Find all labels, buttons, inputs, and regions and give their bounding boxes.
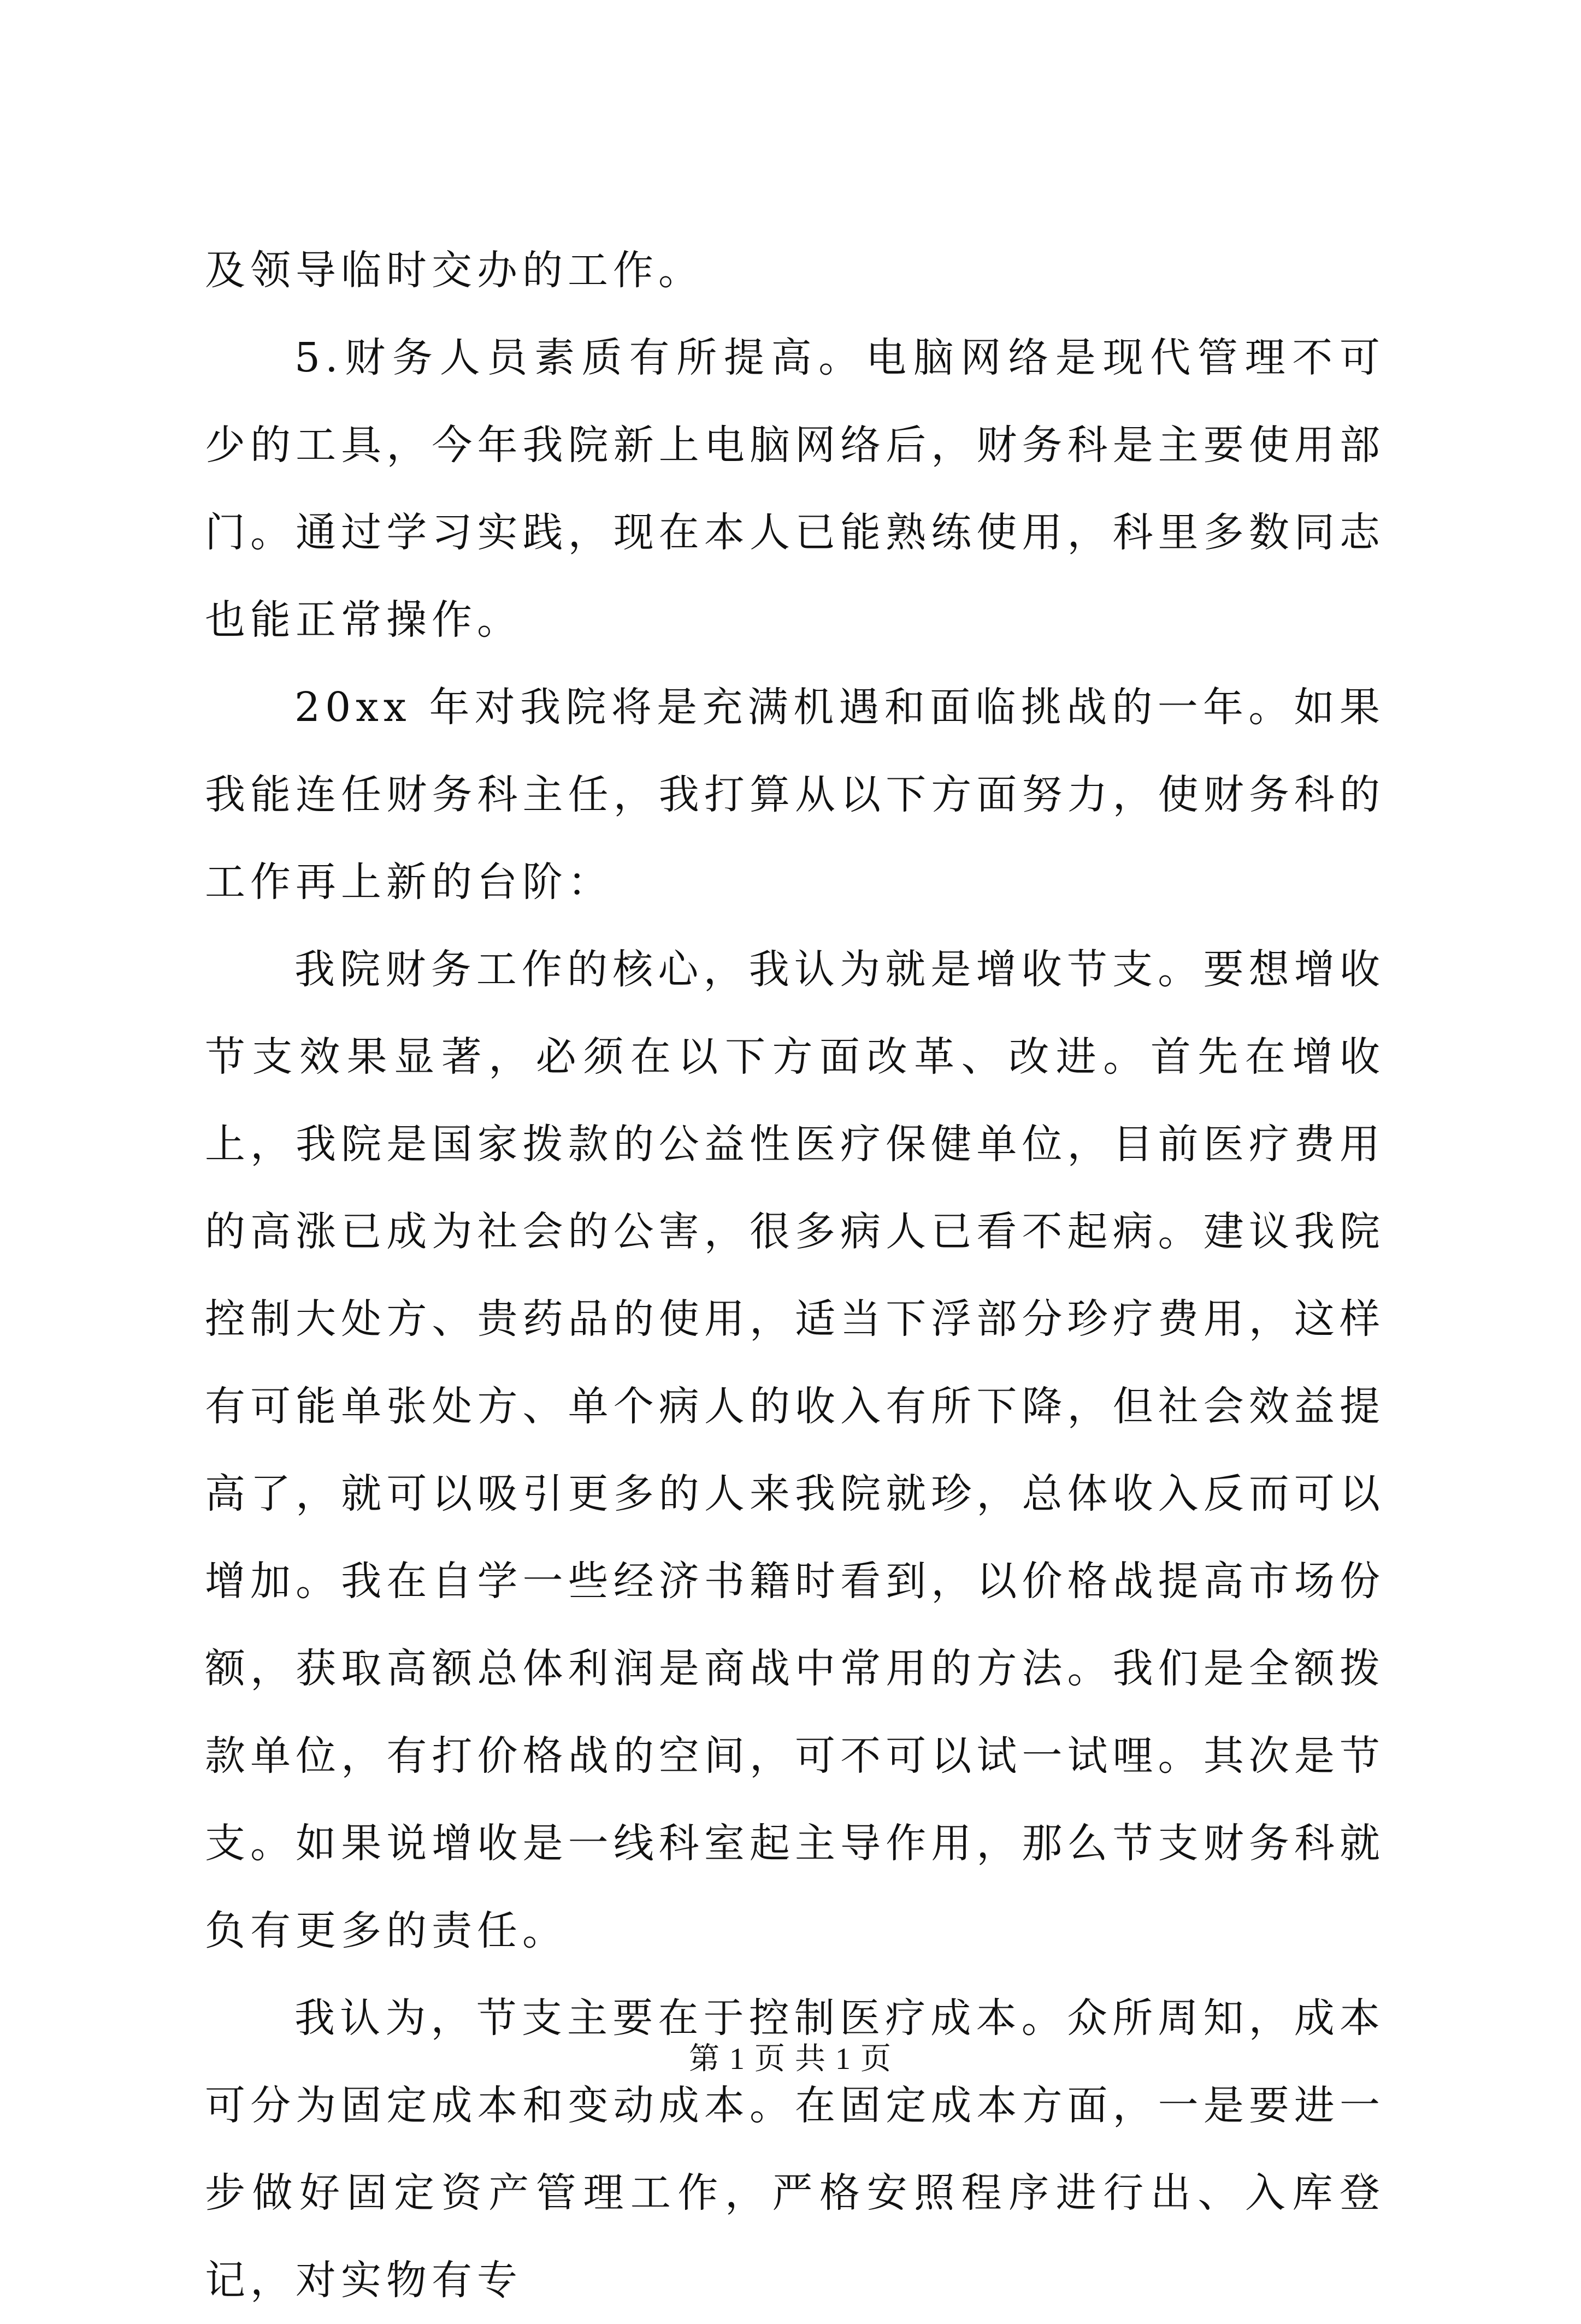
page-footer: 第 1 页 共 1 页: [689, 2042, 892, 2076]
paragraph-3: 20xx 年对我院将是充满机遇和面临挑战的一年。如果我能连任财务科主任，我打算从以下方面努力，使财务科的工作再上新的台阶：: [205, 684, 1385, 906]
document-body: [205, 227, 1385, 2324]
paragraph-4: 我院财务工作的核心，我认为就是增收节支。要想增收节支效果显著，必须在以下方面改革、改进。首先在增收上，我院是国家拨款的公益性医疗保健单位，目前医疗费用的高涨已成为社会的公害，很多病人已看不起病。建议我院控制大处方、贵药品的使用，适当下浮部分珍疗费用，这样有可能单张处方、单个病人的收入有所下降，但社会效益提高了，就可以吸引更多的人来我院就珍，总体收入反而可以增加。我在自学一些经济书籍时看到，以价格战提高市场份额，获取高额总体利润是商战中常用的方法。我们是全额拨款单位，有打价格战的空间，可不可以试一试哩。其次是节支。如果说增收是一线科室起主导作用，那么节支财务科就负有更多的责任。: [205, 946, 1385, 1954]
paragraph-2: 5.财务人员素质有所提高。电脑网络是现代管理不可少的工具，今年我院新上电脑网络后，财务科是主要使用部门。通过学习实践，现在本人已能熟练使用，科里多数同志也能正常操作。: [205, 334, 1385, 643]
paragraph-5: 我认为，节支主要在于控制医疗成本。众所周知，成本可分为固定成本和变动成本。在固定成本方面，一是要进一步做好固定资产管理工作，严格安照程序进行出、入库登记，对实物有专: [205, 1995, 1385, 2304]
paragraph-1: 及领导临时交办的工作。: [205, 247, 704, 294]
